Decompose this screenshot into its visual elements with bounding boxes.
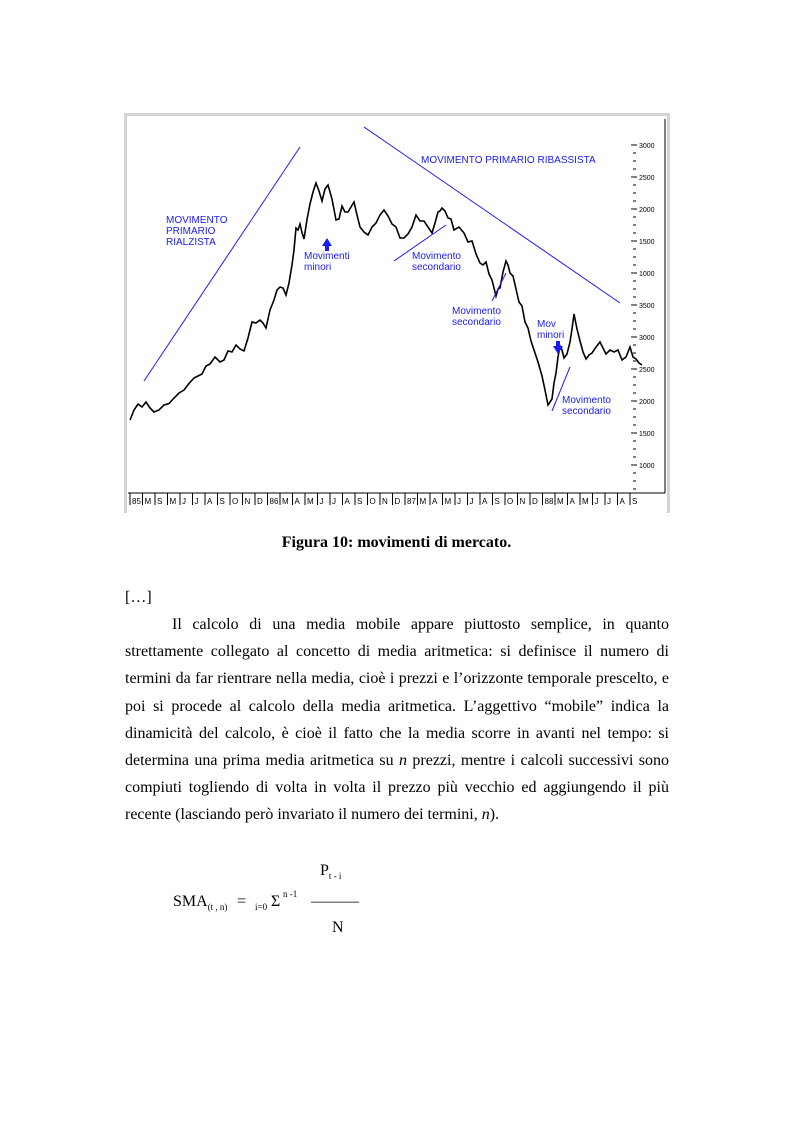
x-tick-label: A (344, 497, 350, 506)
x-tick-label: D (394, 497, 401, 506)
x-tick-label: M (419, 497, 427, 506)
paragraph-line: compiuti togliendo di volta in volta il prezzo più vecchio ed aggiungendo il più (125, 779, 669, 797)
annotation-secondary-movement: Movimento (452, 306, 501, 317)
x-tick-label: A (619, 497, 625, 506)
paragraph-line: determina una prima media aritmetica su n prezzi, mentre i calcoli successivi sono (125, 751, 670, 769)
x-tick-label: M (557, 497, 564, 506)
annotation-secondary-movement: Movimento (562, 395, 611, 406)
formula-sum-lower: i=0 (255, 902, 268, 912)
x-tick-label: M (444, 497, 452, 506)
x-tick-label: D (532, 497, 538, 506)
y-tick-label: 3500 (639, 303, 655, 310)
x-tick-label: 86 (269, 497, 279, 506)
x-tick-label: A (482, 497, 488, 506)
annotation-minor-movements: Movimenti (304, 251, 350, 262)
x-tick-label: 87 (407, 497, 416, 506)
paragraph-line: poi si procede al calcolo della media aritmetica. L’aggettivo “mobile” indica la (125, 697, 669, 715)
formula-equals: = (237, 893, 247, 910)
annotation-primary-uptrend: MOVIMENTO (166, 215, 228, 226)
ellipsis-marker: […] (125, 589, 152, 606)
chart-plot-area (127, 116, 667, 513)
x-tick-label: M (144, 497, 152, 506)
x-tick-label: D (257, 497, 263, 506)
y-tick-label: 1500 (639, 239, 655, 246)
variable-n: n (399, 751, 407, 769)
y-tick-label: 2000 (639, 207, 655, 214)
x-tick-label: S (157, 497, 163, 506)
annotation-secondary-movement: secondario (412, 262, 461, 273)
x-tick-label: N (244, 497, 251, 506)
x-tick-label: J (594, 497, 599, 506)
x-tick-label: A (432, 497, 438, 506)
x-tick-label: J (607, 497, 611, 506)
market-movements-figure (124, 113, 670, 523)
x-tick-label: S (357, 497, 363, 506)
paragraph-line: strettamente collegato al concetto di media aritmetica: si definisce il numero di (125, 643, 669, 661)
y-tick-label: 3000 (639, 143, 655, 150)
paragraph-line: recente (lasciando però invariato il numero dei termini, n). (125, 806, 500, 824)
x-tick-label: N (519, 497, 526, 506)
formula-sum-symbol: Σ (271, 893, 281, 910)
annotation-secondary-movement: secondario (452, 317, 501, 328)
x-tick-label: M (282, 497, 289, 506)
x-tick-label: O (232, 497, 239, 506)
x-tick-label: J (319, 497, 324, 506)
x-tick-label: J (457, 497, 461, 506)
figure-caption: Figura 10: movimenti di mercato. (281, 534, 512, 551)
x-tick-label: O (507, 497, 514, 506)
annotation-minor-movements: minori (304, 262, 332, 273)
formula-denominator: N (332, 919, 344, 936)
y-tick-label: 2500 (639, 175, 655, 182)
y-tick-label: 2500 (639, 367, 655, 374)
annotation-secondary-movement: Movimento (412, 251, 461, 262)
paragraph-line: dinamicità del calcolo, è cioè il fatto che la media scorre in avanti nel tempo: si (125, 724, 669, 742)
figure-bottom-strip (124, 513, 670, 523)
x-tick-label: J (194, 497, 199, 506)
x-tick-label: M (307, 497, 314, 506)
annotation-primary-downtrend: MOVIMENTO PRIMARIO RIBASSISTA (421, 155, 596, 166)
y-tick-label: 1000 (639, 463, 655, 470)
formula-numerator: $P_{t - i}$ (320, 862, 342, 882)
x-tick-label: A (207, 497, 213, 506)
x-tick-label: 88 (544, 497, 554, 506)
x-tick-label: A (294, 497, 300, 506)
x-tick-label: M (169, 497, 177, 506)
x-tick-label: A (569, 497, 575, 506)
x-tick-label: S (219, 497, 225, 506)
formula-fraction-bar: ——— (311, 893, 359, 910)
variable-n: n (481, 806, 490, 824)
formula-lhs: $SMA_{(t , n)}$ (173, 893, 228, 913)
x-tick-label: O (369, 497, 376, 506)
paragraph-line: Il calcolo di una media mobile appare piuttosto semplice, in quanto (172, 616, 669, 633)
annotation-minor-movements: minori (537, 330, 565, 341)
annotation-minor-movements: Mov (537, 319, 556, 330)
annotation-primary-uptrend: RIALZISTA (166, 237, 216, 248)
body-paragraph (125, 611, 669, 829)
annotation-primary-uptrend: PRIMARIO (166, 226, 216, 237)
x-tick-label: 85 (132, 497, 141, 506)
x-tick-label: J (182, 497, 186, 506)
y-tick-label: 1500 (639, 431, 655, 438)
y-tick-label: 1000 (639, 271, 655, 278)
y-tick-label: 3000 (639, 335, 655, 342)
paragraph-line: termini da far rientrare nella media, cioè i prezzi e l’orizzonte temporale prescelto, e (125, 670, 669, 688)
formula-sum-upper: n -1 (283, 889, 298, 899)
y-tick-label: 2000 (639, 399, 655, 406)
x-tick-label: N (382, 497, 388, 506)
x-tick-label: M (582, 497, 589, 506)
x-tick-label: J (332, 497, 336, 506)
x-tick-label: S (494, 497, 500, 506)
x-tick-label: J (469, 497, 474, 506)
x-tick-label: S (632, 497, 638, 506)
annotation-secondary-movement: secondario (562, 406, 611, 417)
